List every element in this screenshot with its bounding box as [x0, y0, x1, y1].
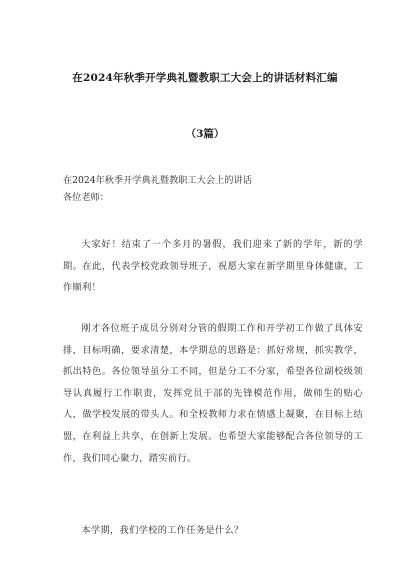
paragraph-1 [63, 234, 363, 299]
paragraph-text: 本学期，我们学校的工作任务是什么？ [81, 525, 244, 536]
paragraph-text: 大家好！结束了一个多月的暑假，我们迎来了新的学年，新的学期。在此，代表学校党政领导班子，祝愿大家在新学期里身体健康，工作顺利！ [63, 239, 363, 294]
document-title: 在2024年秋季开学典礼暨教职工大会上的讲话材料汇编 [72, 72, 338, 84]
paragraph-3 [63, 520, 363, 542]
paragraph-text: 刚才各位班子成员分别对分管的假期工作和开学初工作做了具体安排，目标明确，要求清楚，本学期总的思路是：抓好常规，抓实教学，抓出特色。各位领导虽分工不同，但是分工不分家，希望各位副校级领导认真履行工作职责，发挥党员干部的先锋模范作用，做师生的贴心人，做学校发展的带头人。和全校教师力求在情感上凝聚，在目标上结盟，在利益上共享，在创新上发展。也希望大家能够配合各位领导的工作，我们同心聚力，踏实前行。 [63, 323, 363, 464]
salutation: 各位老师： [63, 192, 109, 203]
article-count: （3篇） [185, 128, 225, 140]
paragraph-2 [63, 318, 363, 469]
speech-title: 在2024年秋季开学典礼暨教职工大会上的讲话 [63, 175, 252, 186]
